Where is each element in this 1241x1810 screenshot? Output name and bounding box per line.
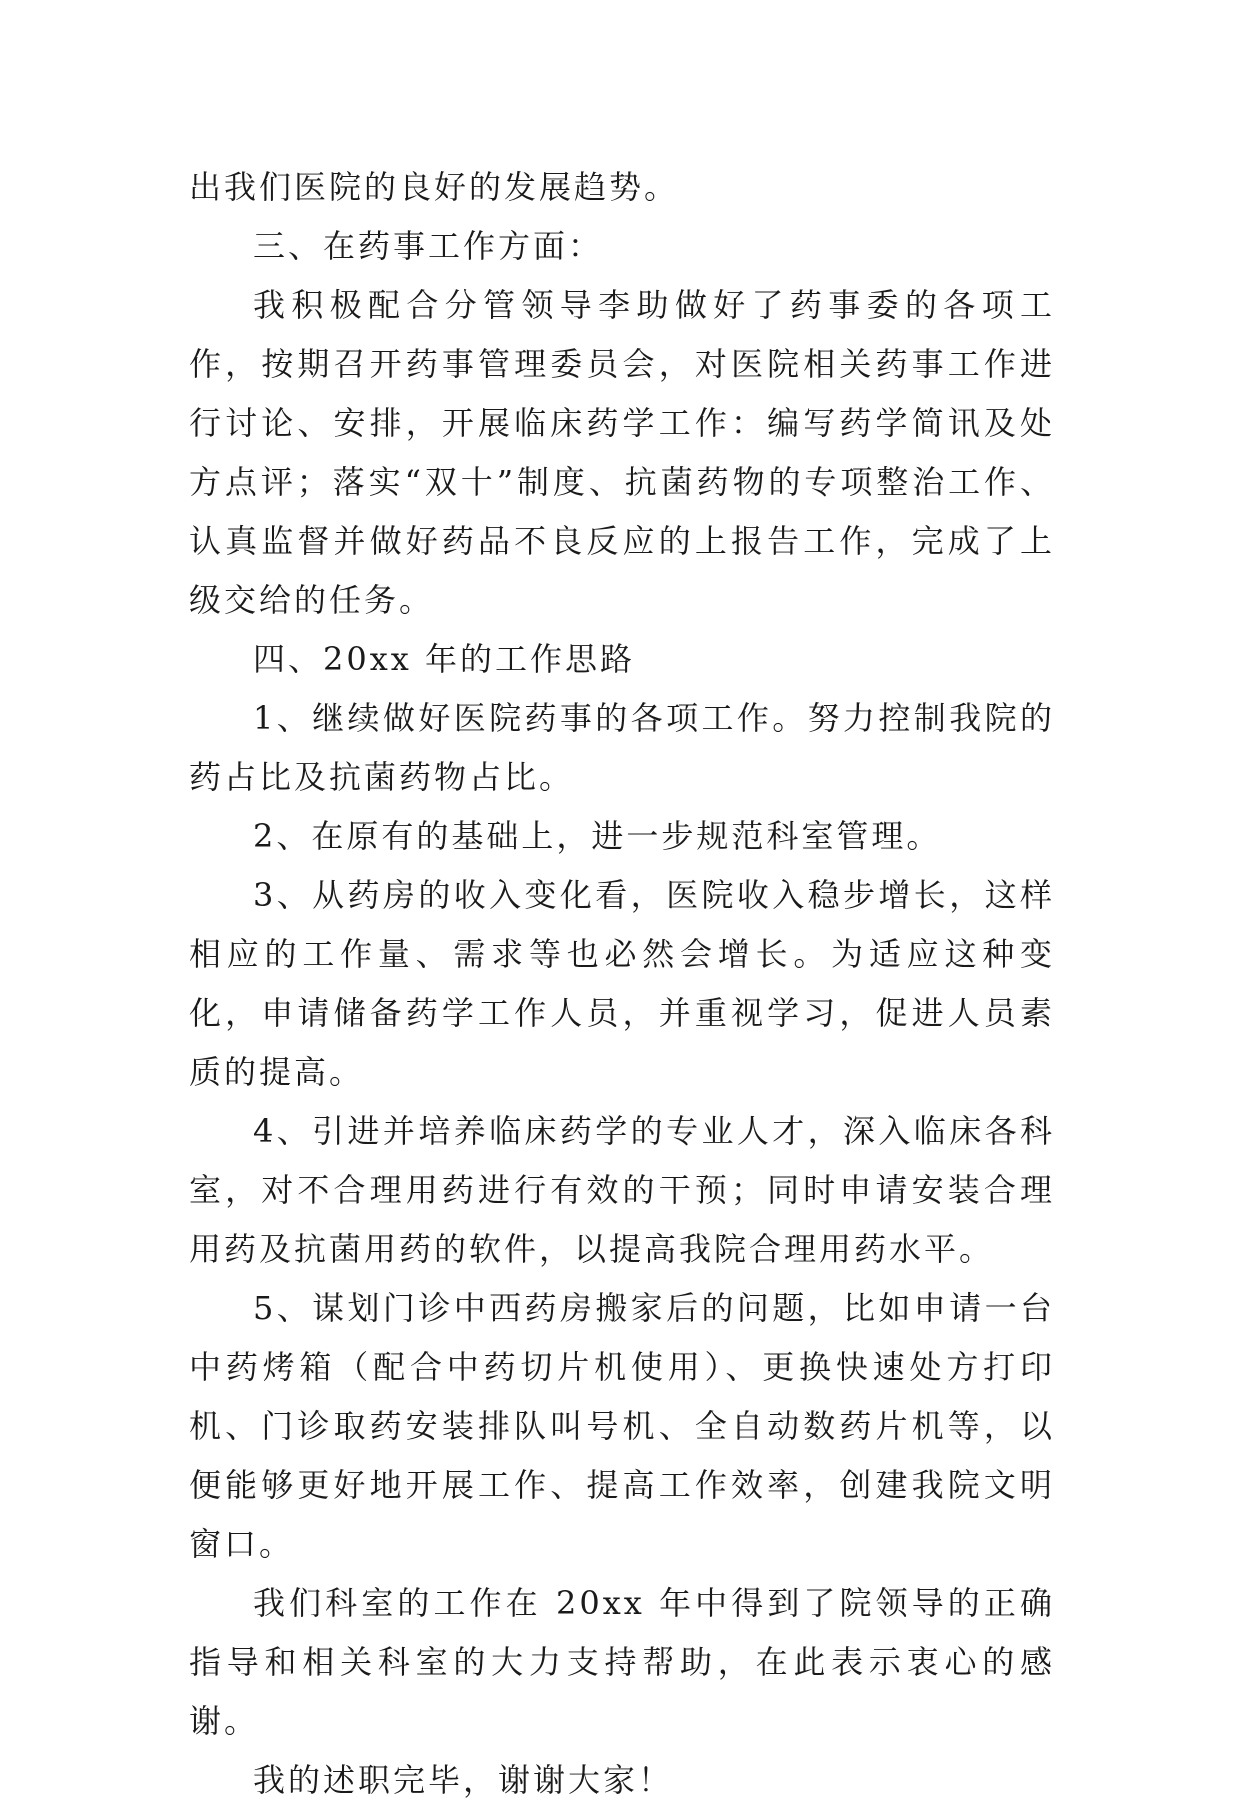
paragraph-closing: 我的述职完毕，谢谢大家！ [253, 1761, 674, 1799]
heading-pharmacy-affairs: 三、在药事工作方面： [253, 227, 604, 265]
heading-work-plan: 四、20xx 年的工作思路 [253, 640, 635, 678]
plan-item-1: 1、继续做好医院药事的各项工作。努力控制我院的药占比及抗菌药物占比。 [189, 699, 1055, 796]
paragraph-thanks: 我们科室的工作在 20xx 年中得到了院领导的正确指导和相关科室的大力支持帮助，在此表示衷心的感谢。 [189, 1584, 1055, 1740]
plan-item-3: 3、从药房的收入变化看，医院收入稳步增长，这样相应的工作量、需求等也必然会增长。为适应这种变化，申请储备药学工作人员，并重视学习，促进人员素质的提高。 [189, 876, 1055, 1091]
plan-item-4: 4、引进并培养临床药学的专业人才，深入临床各科室，对不合理用药进行有效的干预；同时申请安装合理用药及抗菌用药的软件，以提高我院合理用药水平。 [189, 1112, 1055, 1268]
plan-item-5: 5、谋划门诊中西药房搬家后的问题，比如申请一台中药烤箱（配合中药切片机使用）、更换快速处方打印机、门诊取药安装排队叫号机、全自动数药片机等，以便能够更好地开展工作、提高工作效率，创建我院文明窗口。 [189, 1289, 1055, 1563]
paragraph-pharmacy-affairs: 我积极配合分管领导李助做好了药事委的各项工作，按期召开药事管理委员会，对医院相关药事工作进行讨论、安排，开展临床药学工作：编写药学简讯及处方点评；落实“双十”制度、抗菌药物的专项整治工作、认真监督并做好药品不良反应的上报告工作，完成了上级交给的任务。 [189, 286, 1055, 619]
plan-item-2: 2、在原有的基础上，进一步规范科室管理。 [253, 817, 942, 855]
paragraph-continuation: 出我们医院的良好的发展趋势。 [189, 168, 680, 206]
document-page [189, 158, 1055, 1810]
